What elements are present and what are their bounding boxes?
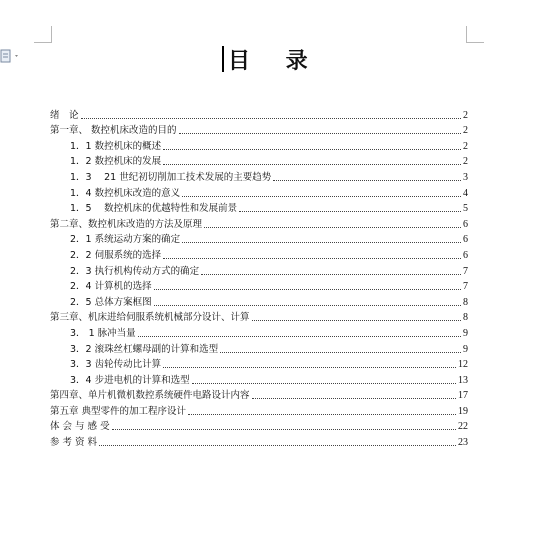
toc-entry[interactable] bbox=[50, 293, 468, 309]
toc-leader-dots bbox=[138, 336, 461, 337]
toc-entry[interactable] bbox=[50, 371, 468, 387]
toc-entry[interactable] bbox=[50, 184, 468, 200]
toc-entry-title: 第四章、单片机微机数控系统硬件电路设计内容 bbox=[50, 390, 250, 402]
toc-entry[interactable] bbox=[50, 137, 468, 153]
toc-leader-dots bbox=[81, 118, 461, 119]
toc-entry-page: 6 bbox=[463, 218, 468, 230]
toc-entry-page: 4 bbox=[463, 187, 468, 199]
crop-mark-top-left-vertical bbox=[51, 26, 52, 43]
toc-leader-dots bbox=[201, 274, 461, 275]
toc-entry-title: 2．2 伺服系统的选择 bbox=[70, 249, 162, 261]
toc-entry-title: 1．5 数控机床的优越特性和发展前景 bbox=[70, 203, 238, 215]
toc-entry-title: 3．2 滚珠丝杠螺母副的计算和选型 bbox=[70, 343, 219, 355]
toc-entry-page: 9 bbox=[463, 343, 468, 355]
toc-leader-dots bbox=[252, 320, 461, 321]
toc-entry-page: 5 bbox=[463, 203, 468, 215]
toc-leader-dots bbox=[220, 352, 461, 353]
toc-leader-dots bbox=[163, 164, 461, 165]
toc-entry-title: 2．1 系统运动方案的确定 bbox=[70, 234, 181, 246]
toc-entry-page: 2 bbox=[463, 156, 468, 168]
toc-entry[interactable] bbox=[50, 402, 468, 418]
toc-entry-title: 绪 论 bbox=[50, 109, 79, 121]
toc-leader-dots bbox=[188, 414, 456, 415]
toc-leader-dots bbox=[273, 180, 461, 181]
toc-entry[interactable] bbox=[50, 246, 468, 262]
toc-leader-dots bbox=[182, 196, 461, 197]
toc-entry[interactable] bbox=[50, 418, 468, 434]
crop-mark-top-right-vertical bbox=[466, 26, 467, 43]
toc-entry-title: 参 考 资 料 bbox=[50, 437, 98, 449]
toc-leader-dots bbox=[204, 227, 461, 228]
toc-entry[interactable] bbox=[50, 387, 468, 403]
crop-mark-top-left-horizontal bbox=[34, 42, 52, 43]
toc-entry-title: 1．1 数控机床的概述 bbox=[70, 140, 162, 152]
toc-entry-title: 1．3 21 世纪初切削加工技术发展的主要趋势 bbox=[70, 171, 272, 183]
toc-entry-page: 7 bbox=[463, 265, 468, 277]
toc-entry-page: 2 bbox=[463, 125, 468, 137]
toc-entry-title: 3． 1 脉冲当量 bbox=[70, 327, 136, 339]
crop-mark-top-right-horizontal bbox=[466, 42, 484, 43]
toc-leader-dots bbox=[163, 258, 461, 259]
toc-entry-page: 19 bbox=[458, 405, 468, 417]
toc-entry[interactable] bbox=[50, 262, 468, 278]
toc-leader-dots bbox=[99, 445, 456, 446]
toc-entry-page: 17 bbox=[458, 390, 468, 402]
toc-entry-title: 3．4 步进电机的计算和选型 bbox=[70, 374, 190, 386]
toc-entry-page: 2 bbox=[463, 140, 468, 152]
toc-entry-page: 6 bbox=[463, 234, 468, 246]
toc-leader-dots bbox=[163, 149, 461, 150]
toc-entry[interactable] bbox=[50, 122, 468, 138]
toc-entry-page: 3 bbox=[463, 171, 468, 183]
toc-entry-page: 8 bbox=[463, 296, 468, 308]
toc-entry-title: 1．4 数控机床改造的意义 bbox=[70, 187, 181, 199]
toc-entry-title: 1．2 数控机床的发展 bbox=[70, 156, 162, 168]
toc-entry[interactable] bbox=[50, 309, 468, 325]
toc-entry-title: 2．3 执行机构传动方式的确定 bbox=[70, 265, 200, 277]
document-options-icon[interactable] bbox=[0, 48, 22, 64]
toc-entry-page: 23 bbox=[458, 437, 468, 449]
toc-leader-dots bbox=[182, 242, 461, 243]
toc-entry-title: 2．4 计算机的选择 bbox=[70, 281, 152, 293]
toc-entry[interactable] bbox=[50, 324, 468, 340]
toc-entry-page: 22 bbox=[458, 421, 468, 433]
table-of-contents bbox=[50, 106, 468, 449]
toc-entry-page: 13 bbox=[458, 374, 468, 386]
text-cursor bbox=[222, 46, 224, 72]
toc-entry[interactable] bbox=[50, 168, 468, 184]
toc-leader-dots bbox=[192, 383, 456, 384]
toc-entry[interactable] bbox=[50, 231, 468, 247]
toc-entry-title: 体 会 与 感 受 bbox=[50, 421, 110, 433]
toc-entry-title: 3．3 齿轮传动比计算 bbox=[70, 359, 162, 371]
toc-leader-dots bbox=[252, 398, 456, 399]
toc-leader-dots bbox=[239, 211, 461, 212]
toc-entry-page: 8 bbox=[463, 312, 468, 324]
toc-entry[interactable] bbox=[50, 433, 468, 449]
toc-leader-dots bbox=[163, 367, 456, 368]
toc-entry[interactable] bbox=[50, 278, 468, 294]
toc-entry-page: 9 bbox=[463, 327, 468, 339]
toc-leader-dots bbox=[179, 133, 461, 134]
toc-entry-page: 6 bbox=[463, 249, 468, 261]
toc-leader-dots bbox=[154, 289, 461, 290]
toc-entry-title: 第三章、机床进给伺服系统机械部分设计、计算 bbox=[50, 312, 250, 324]
page-title: 目 录 bbox=[228, 48, 322, 74]
toc-leader-dots bbox=[154, 305, 461, 306]
toc-entry[interactable] bbox=[50, 215, 468, 231]
toc-entry-title: 第二章、数控机床改造的方法及原理 bbox=[50, 218, 203, 230]
toc-entry-title: 2．5 总体方案框图 bbox=[70, 296, 152, 308]
toc-entry-page: 12 bbox=[458, 359, 468, 371]
toc-entry-page: 2 bbox=[463, 109, 468, 121]
toc-entry[interactable] bbox=[50, 106, 468, 122]
toc-entry[interactable] bbox=[50, 340, 468, 356]
toc-entry[interactable] bbox=[50, 200, 468, 216]
toc-entry-title: 第一章、 数控机床改造的目的 bbox=[50, 125, 177, 137]
toc-entry-page: 7 bbox=[463, 281, 468, 293]
toc-leader-dots bbox=[112, 429, 456, 430]
toc-entry-title: 第五章 典型零件的加工程序设计 bbox=[50, 405, 187, 417]
toc-entry[interactable] bbox=[50, 153, 468, 169]
toc-entry[interactable] bbox=[50, 356, 468, 372]
